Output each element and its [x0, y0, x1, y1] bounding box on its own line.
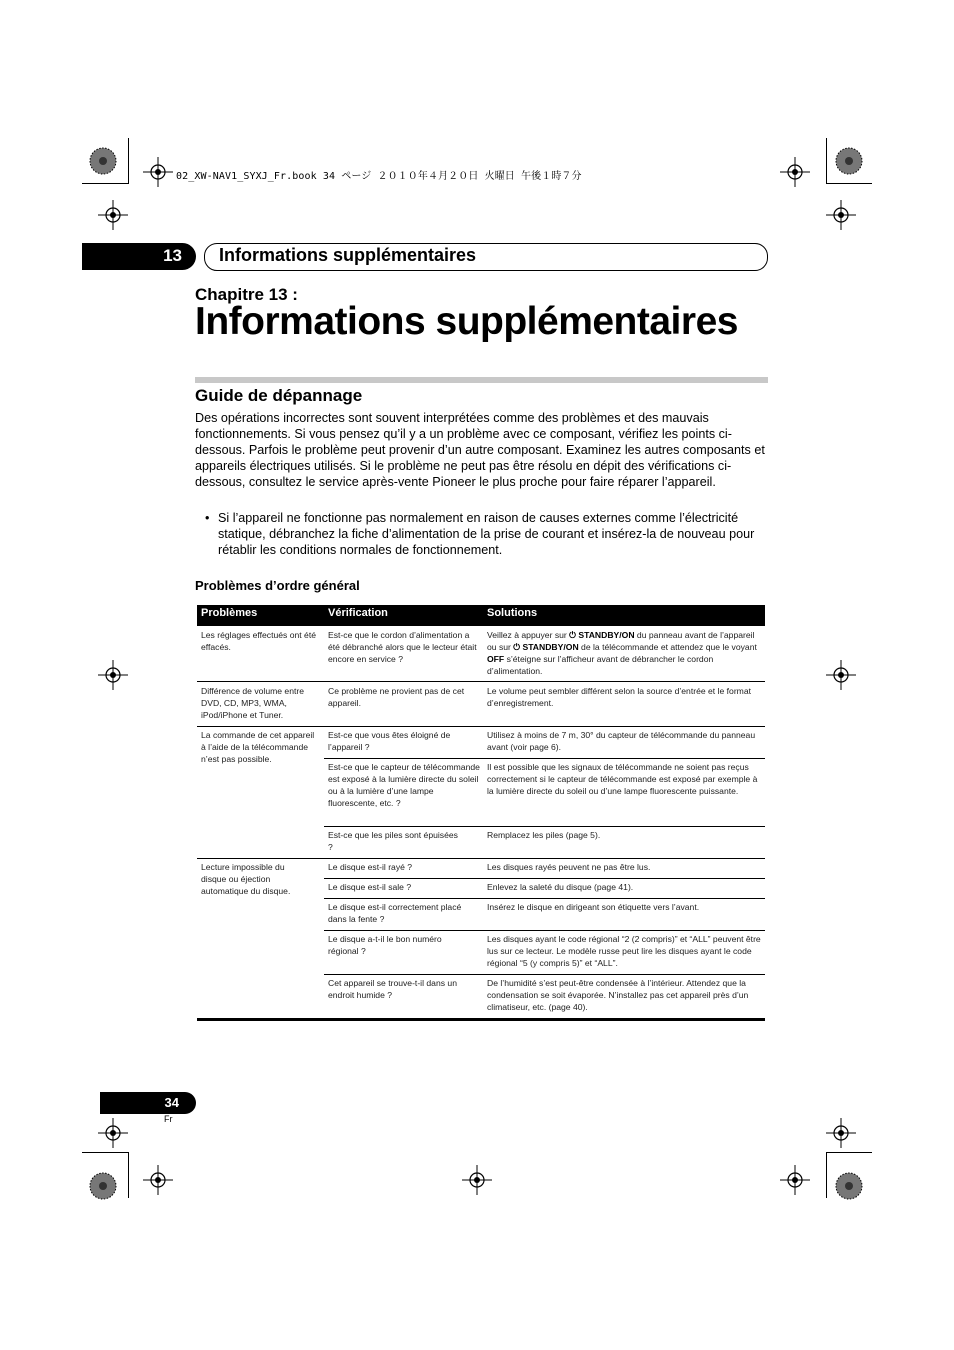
registration-mark-icon	[826, 1118, 856, 1148]
header-verification: Vérification	[328, 607, 388, 619]
chapter-label: Chapitre 13 :	[195, 285, 298, 304]
solution-cell: Enlevez la saleté du disque (page 41).	[487, 882, 634, 892]
row-divider	[324, 878, 765, 879]
check-cell: Le disque est-il sale ?	[328, 882, 412, 892]
check-cell: Le disque est-il rayé ?	[328, 862, 413, 872]
check-cell: Ce problème ne provient pas de cet appareil.	[328, 686, 465, 708]
chapter-tab-title: Informations supplémentaires	[219, 245, 477, 265]
solution-text: du panneau avant de l’appareil ou sur	[487, 630, 755, 652]
language-code: Fr	[164, 1114, 173, 1124]
bullet-dot: •	[205, 511, 210, 525]
solution-text: Veillez à appuyer sur	[487, 630, 570, 640]
crop-line	[826, 1152, 827, 1198]
solution-cell: Utilisez à moins de 7 m, 30° du capteur de télécommande du panneau avant (voir page 6).	[487, 730, 756, 752]
crop-line	[128, 1152, 129, 1198]
color-target-icon	[89, 147, 117, 175]
row-divider	[324, 930, 765, 931]
file-info: 02_XW-NAV1_SYXJ_Fr.book 34 ページ ２０１０年４月２０日 火曜日 午後１時７分	[176, 171, 582, 182]
color-target-icon	[89, 1172, 117, 1200]
problem-cell: Différence de volume entre DVD, CD, MP3, WMA, iPod/iPhone et Tuner.	[201, 686, 305, 720]
section-divider	[195, 377, 768, 383]
chapter-number: 13	[163, 246, 182, 265]
header-problemes: Problèmes	[201, 607, 258, 619]
color-target-icon	[835, 147, 863, 175]
crop-line	[82, 1152, 128, 1153]
intro-paragraph: Des opérations incorrectes sont souvent interprétées comme des problèmes et des mauvais fonctionnements. Si vous pensez qu’il y a un problème avec ce composant, vérifiez les points ci-dessous. Parfois le problème peut provenir d’un autre composant. Examinez les autres composants et appareils électriques utilisés. Si le problème ne peut pas être résolu en dépit des vérifications ci-dessous, consultez le service après-vente Pioneer le plus proche pour faire réparer l’appareil.	[195, 411, 765, 489]
solution-text: de la télécommande et attendez que le voyant	[578, 642, 757, 652]
registration-mark-icon	[98, 660, 128, 690]
power-icon: ⏻	[513, 642, 523, 652]
standby-key: STANDBY/ON	[578, 630, 635, 640]
registration-mark-icon	[462, 1165, 492, 1195]
table-header	[197, 605, 765, 626]
check-cell: Est-ce que le cordon d’alimentation a été débranché alors que le lecteur était encore en service ?	[328, 630, 477, 664]
solution-text: s’éteigne sur l’afficheur avant de débrancher le cordon d’alimentation.	[487, 654, 714, 676]
color-target-icon	[835, 1172, 863, 1200]
solution-cell: Le volume peut sembler différent selon la source d’entrée et le format d’enregistrement.	[487, 686, 752, 708]
problem-cell: Lecture impossible du disque ou éjection automatique du disque.	[201, 862, 291, 896]
crop-line	[82, 183, 128, 184]
check-cell: Est-ce que vous êtes éloigné de l’appareil ?	[328, 730, 451, 752]
row-divider	[324, 758, 765, 759]
problem-cell: La commande de cet appareil à l’aide de la télécommande n’est pas possible.	[201, 730, 315, 764]
check-cell: Le disque est-il correctement placé dans la fente ?	[328, 902, 462, 924]
solution-cell: De l’humidité s’est peut-être condensée à l’intérieur. Attendez que la condensation se soit évaporée. N’installez pas cet appareil près d’un climatiseur, etc. (page 40).	[487, 978, 749, 1012]
row-divider	[197, 681, 765, 682]
chapter-number-tab	[82, 243, 196, 270]
solution-cell: Insérez le disque en dirigeant son étiquette vers l’avant.	[487, 902, 700, 912]
registration-mark-icon	[780, 1165, 810, 1195]
registration-mark-icon	[98, 1118, 128, 1148]
solution-cell	[487, 629, 762, 677]
table-bottom-rule	[197, 1018, 765, 1021]
page-title: Informations supplémentaires	[195, 300, 738, 343]
section-title: Guide de dépannage	[195, 386, 363, 405]
crop-line	[826, 183, 872, 184]
check-cell: Cet appareil se trouve-t-il dans un endroit humide ?	[328, 978, 457, 1000]
row-divider	[197, 726, 765, 727]
chapter-title-tab	[204, 243, 768, 271]
crop-line	[826, 138, 827, 184]
solution-cell: Il est possible que les signaux de télécommande ne soient pas reçus correctement si le capteur de télécommande est exposé par exemple à la lumière directe du soleil ou d’une lampe fluorescente puissante.	[487, 762, 758, 796]
registration-mark-icon	[826, 660, 856, 690]
standby-key: STANDBY/ON	[522, 642, 579, 652]
solution-cell: Remplacez les piles (page 5).	[487, 830, 601, 840]
row-divider	[324, 898, 765, 899]
subsection-title: Problèmes d’ordre général	[195, 578, 360, 593]
check-cell: Est-ce que les piles sont épuisées ?	[328, 830, 458, 852]
solution-cell: Les disques rayés peuvent ne pas être lus.	[487, 862, 651, 872]
bullet-text: Si l’appareil ne fonctionne pas normalement en raison de causes externes comme l’électricité statique, débranchez la fiche d’alimentation de la prise de courant et insérez-la de nouveau pour rétablir les conditions normales de fonctionnement.	[218, 511, 755, 557]
row-divider	[324, 974, 765, 975]
row-divider	[324, 826, 765, 827]
problem-cell: Les réglages effectués ont été effacés.	[201, 630, 316, 652]
registration-mark-icon	[98, 200, 128, 230]
header-solutions: Solutions	[487, 607, 538, 619]
off-indicator: OFF	[487, 654, 505, 664]
registration-mark-icon	[826, 200, 856, 230]
page-number: 34	[164, 1095, 179, 1110]
check-cell: Est-ce que le capteur de télécommande est exposé à la lumière directe du soleil ou à la lumière d’une lampe fluorescente, etc. ?	[328, 762, 480, 808]
solution-cell: Les disques ayant le code régional “2 (2 compris)” et “ALL” peuvent être lus sur ce lecteur. Le modèle russe peut lire les disques ayant le code régional “5 (y compris 5)” et “ALL”.	[487, 934, 761, 968]
check-cell: Le disque a-t-il le bon numéro régional ?	[328, 934, 442, 956]
registration-mark-icon	[143, 1165, 173, 1195]
registration-mark-icon	[143, 157, 173, 187]
registration-mark-icon	[780, 157, 810, 187]
crop-line	[826, 1152, 872, 1153]
crop-line	[128, 138, 129, 184]
row-divider	[197, 858, 765, 859]
power-icon: ⏻	[569, 630, 579, 640]
page-number-tab	[100, 1092, 196, 1114]
